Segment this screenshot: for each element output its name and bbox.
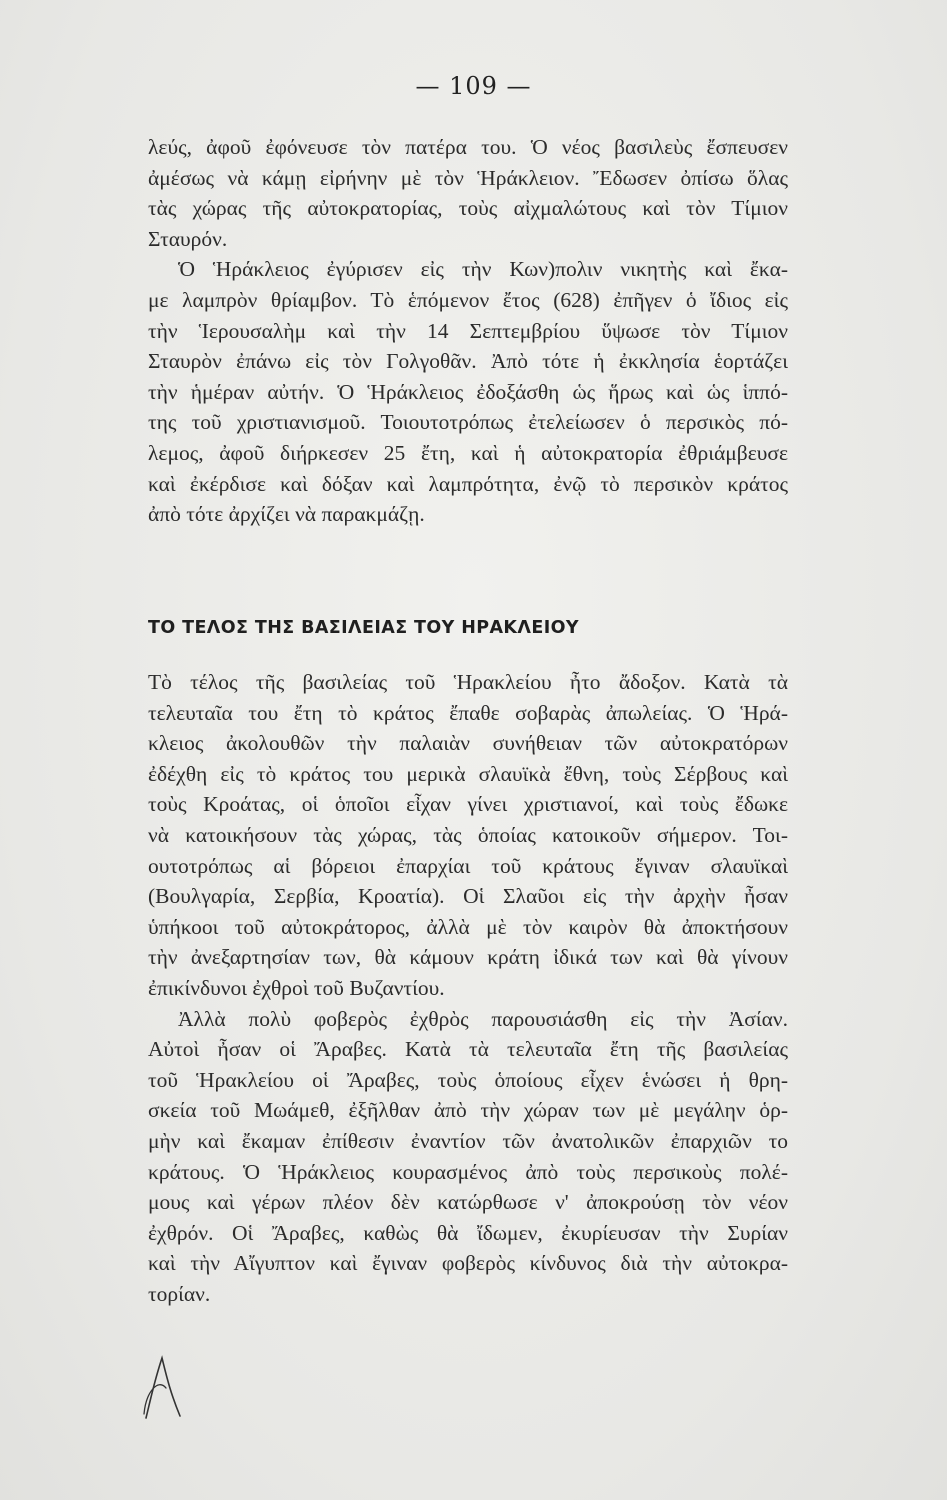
text-line: τὴν ἡμέραν αὐτήν. Ὁ Ἡράκλειος ἐδοξάσθη ὡς ἥρως καὶ ὡς ἱππό- [148, 379, 788, 404]
text-line: ἐδέχθη εἰς τὸ κράτος του μερικὰ σλαυϊκὰ ἔθνη, τοὺς Σέρβους καὶ [148, 761, 788, 786]
text-line: της τοῦ χριστιανισμοῦ. Τοιουτοτρόπως ἐτελείωσεν ὁ περσικὸς πό- [148, 410, 788, 435]
text-line: μὴν καὶ ἔκαμαν ἐπίθεσιν ἐναντίον τῶν ἀνατολικῶν ἐπαρχιῶν το [148, 1128, 788, 1153]
text-line: καὶ τὴν Αἴγυπτον καὶ ἔγιναν φοβερὸς κίνδυνος διὰ τὴν αὐτοκρα- [148, 1251, 788, 1276]
text-line: λεύς, ἀφοῦ ἐφόνευσε τὸν πατέρα του. Ὁ νέος βασιλεὺς ἔσπευσεν [148, 135, 788, 159]
text-line: λεμος, ἀφοῦ διήρκεσεν 25 ἔτη, καὶ ἡ αὐτοκρατορία ἐθριάμβευσε [148, 440, 788, 465]
paragraph-before-heading [148, 132, 788, 530]
text-line: τὴν Ἱερουσαλὴμ καὶ τὴν 14 Σεπτεμβρίου ὕψωσε τὸν Τίμιον [148, 318, 788, 343]
text-line: Αὐτοὶ ἦσαν οἱ Ἄραβες. Κατὰ τὰ τελευταῖα ἔτη τῆς βασιλείας [148, 1037, 788, 1062]
text-line: τορίαν. [148, 1281, 211, 1306]
text-line: ουτοτρόπως αἱ βόρειοι ἐπαρχίαι τοῦ κράτους ἔγιναν σλαυϊκαὶ [148, 853, 788, 878]
text-line: ἀμέσως νὰ κάμῃ εἰρήνην μὲ τὸν Ἡράκλειον. Ἔδωσεν ὀπίσω ὅλας [148, 165, 788, 190]
text-line: μους καὶ γέρων πλέον δὲν κατώρθωσε ν' ἀποκρούσῃ τὸν νέον [148, 1190, 788, 1215]
text-line: Ἀλλὰ πολὺ φοβερὸς ἐχθρὸς παρουσιάσθη εἰς τὴν Ἀσίαν. [178, 1006, 788, 1031]
handwritten-mark [140, 1352, 188, 1422]
text-line: Ὁ Ἡράκλειος ἐγύρισεν εἰς τὴν Κων)πολιν νικητὴς καὶ ἔκα- [178, 257, 788, 282]
section-body [148, 667, 788, 1309]
text-line: ὑπήκοοι τοῦ αὐτοκράτορος, ἀλλὰ μὲ τὸν καιρὸν θὰ ἀποκτήσουν [148, 914, 788, 939]
text-line: τοῦ Ἡρακλείου οἱ Ἄραβες, τοὺς ὁποίους εἶχεν ἑνώσει ἡ θρη- [148, 1067, 788, 1092]
text-line: ἐπικίνδυνοι ἐχθροὶ τοῦ Βυζαντίου. [148, 975, 445, 1000]
section-heading: ΤΟ ΤΕΛΟΣ ΤΗΣ ΒΑΣΙΛΕΙΑΣ ΤΟΥ ΗΡΑΚΛΕΙΟΥ [148, 618, 579, 638]
page-number: — 109 — [415, 72, 532, 100]
text-line: Σταυρόν. [148, 226, 228, 251]
text-line: (Βουλγαρία, Σερβία, Κροατία). Οἱ Σλαῦοι εἰς τὴν ἀρχὴν ἦσαν [148, 884, 788, 909]
text-line: ἐχθρόν. Οἱ Ἄραβες, καθὼς θὰ ἴδωμεν, ἐκυρίευσαν τὴν Συρίαν [148, 1220, 788, 1245]
text-line: Τὸ τέλος τῆς βασιλείας τοῦ Ἡρακλείου ἦτο ἄδοξον. Κατὰ τὰ [148, 670, 788, 694]
text-line: κράτους. Ὁ Ἡράκλειος κουρασμένος ἀπὸ τοὺς περσικοὺς πολέ- [148, 1159, 788, 1184]
text-line: ἀπὸ τότε ἀρχίζει νὰ παρακμάζῃ. [148, 502, 425, 527]
text-line: τοὺς Κροάτας, οἱ ὁποῖοι εἶχαν γίνει χριστιανοί, καὶ τοὺς ἔδωκε [148, 792, 788, 817]
text-line: κλειος ἀκολουθῶν τὴν παλαιὰν συνήθειαν τῶν αὐτοκρατόρων [148, 731, 788, 756]
text-line: καὶ ἐκέρδισε καὶ δόξαν καὶ λαμπρότητα, ἐνῷ τὸ περσικὸν κράτος [148, 471, 788, 496]
text-line: τελευταῖα του ἔτη τὸ κράτος ἔπαθε σοβαρὰς ἀπωλείας. Ὁ Ἡρά- [148, 700, 788, 725]
text-line: τὴν ἀνεξαρτησίαν των, θὰ κάμουν κράτη ἰδικά των καὶ θὰ γίνουν [148, 945, 788, 970]
text-line: νὰ κατοικήσουν τὰς χώρας, τὰς ὁποίας κατοικοῦν σήμερον. Τοι- [148, 822, 788, 847]
text-line: σκεία τοῦ Μωάμεθ, ἐξῆλθαν ἀπὸ τὴν χώραν των μὲ μεγάλην ὁρ- [148, 1098, 788, 1123]
text-line: με λαμπρὸν θρίαμβον. Τὸ ἑπόμενον ἔτος (628) ἐπῆγεν ὁ ἴδιος εἰς [148, 287, 788, 312]
text-line: τὰς χώρας τῆς αὐτοκρατορίας, τοὺς αἰχμαλώτους καὶ τὸν Τίμιον [148, 196, 788, 221]
text-line: Σταυρὸν ἐπάνω εἰς τὸν Γολγοθᾶν. Ἀπὸ τότε ἡ ἐκκλησία ἑορτάζει [148, 349, 788, 374]
